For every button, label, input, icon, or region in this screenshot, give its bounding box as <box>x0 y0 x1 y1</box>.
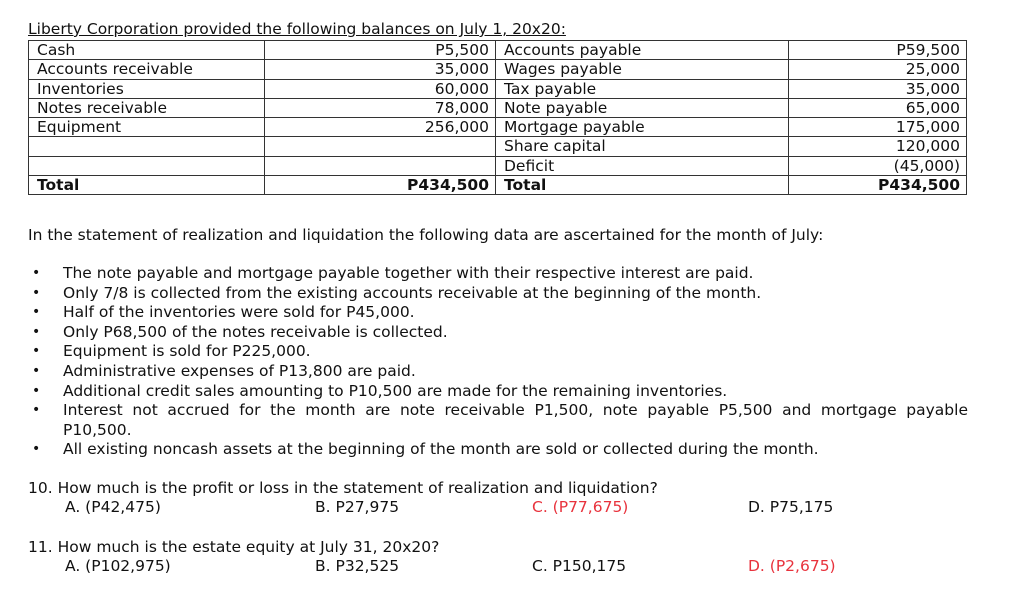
q10-option-d: D. P75,175 <box>748 498 834 516</box>
list-item-text: The note payable and mortgage payable together with their respective interest are paid. <box>63 264 754 282</box>
list-item <box>28 323 968 343</box>
liability-amount-cell: 65,000 <box>789 98 967 117</box>
q11-option-d: D. (P2,675) <box>748 557 836 575</box>
total-liability-amount-cell: P434,500 <box>789 175 967 194</box>
list-item-text: Administrative expenses of P13,800 are paid. <box>63 361 416 380</box>
liability-amount-cell: 35,000 <box>789 79 967 98</box>
bullet-icon: • <box>32 382 41 399</box>
list-item-text: All existing noncash assets at the beginning of the month are sold or collected during the month. <box>63 440 819 459</box>
bullet-icon: • <box>32 323 41 340</box>
liability-amount-cell: 25,000 <box>789 60 967 79</box>
asset-amount-cell <box>265 137 496 156</box>
q10-option-c: C. (P77,675) <box>532 498 629 516</box>
total-asset-name-cell: Total <box>29 175 265 194</box>
bullet-icon: • <box>32 343 41 360</box>
total-liability-name-cell: Total <box>496 175 789 194</box>
list-item-text: Only P68,500 of the notes receivable is collected. <box>63 322 448 341</box>
bullet-icon: • <box>32 284 41 301</box>
liability-name-cell: Mortgage payable <box>496 118 789 137</box>
list-item-text: Half of the inventories were sold for P45,000. <box>63 303 415 322</box>
list-item <box>28 264 968 284</box>
question-10: 10. How much is the profit or loss in the statement of realization and liquidation? <box>28 479 658 497</box>
bullet-icon: • <box>32 441 41 458</box>
asset-name-cell: Cash <box>29 41 265 60</box>
question-11: 11. How much is the estate equity at July 31, 20x20? <box>28 538 440 556</box>
liability-name-cell: Share capital <box>496 137 789 156</box>
liability-name-cell: Wages payable <box>496 60 789 79</box>
asset-name-cell: Equipment <box>29 118 265 137</box>
liability-amount-cell: 175,000 <box>789 118 967 137</box>
asset-amount-cell: 78,000 <box>265 98 496 117</box>
list-item <box>28 362 968 382</box>
table-row <box>29 79 967 98</box>
facts-list <box>28 264 968 460</box>
bullet-icon: • <box>32 304 41 321</box>
asset-name-cell: Notes receivable <box>29 98 265 117</box>
list-item-text: Only 7/8 is collected from the existing accounts receivable at the beginning of the month. <box>63 283 762 302</box>
table-row <box>29 60 967 79</box>
list-item <box>28 303 968 323</box>
liability-name-cell: Note payable <box>496 98 789 117</box>
total-row <box>29 175 967 194</box>
bullet-icon: • <box>32 402 41 419</box>
document-title: Liberty Corporation provided the following balances on July 1, 20x20: <box>28 20 566 38</box>
liability-amount-cell: (45,000) <box>789 156 967 175</box>
liability-name-cell: Accounts payable <box>496 41 789 60</box>
list-item <box>28 401 968 440</box>
intro-text: In the statement of realization and liquidation the following data are ascertained for the month of July: <box>28 226 824 244</box>
table-row <box>29 98 967 117</box>
q10-option-b: B. P27,975 <box>315 498 400 516</box>
asset-amount-cell: P5,500 <box>265 41 496 60</box>
asset-amount-cell: 35,000 <box>265 60 496 79</box>
asset-name-cell: Accounts receivable <box>29 60 265 79</box>
asset-name-cell <box>29 156 265 175</box>
q11-option-b: B. P32,525 <box>315 557 400 575</box>
q11-option-c: C. P150,175 <box>532 557 627 575</box>
asset-amount-cell <box>265 156 496 175</box>
liability-amount-cell: 120,000 <box>789 137 967 156</box>
asset-name-cell: Inventories <box>29 79 265 98</box>
asset-amount-cell: 60,000 <box>265 79 496 98</box>
list-item-text: Equipment is sold for P225,000. <box>63 342 311 361</box>
list-item-text: Interest not accrued for the month are note receivable P1,500, note payable P5,500 and mortgage payable P10,500. <box>63 401 968 439</box>
list-item-text: Additional credit sales amounting to P10,500 are made for the remaining inventories. <box>63 381 728 400</box>
list-item <box>28 440 968 460</box>
liability-amount-cell: P59,500 <box>789 41 967 60</box>
asset-amount-cell: 256,000 <box>265 118 496 137</box>
list-item <box>28 284 968 304</box>
list-item <box>28 342 968 362</box>
q10-option-a: A. (P42,475) <box>65 498 161 516</box>
liability-name-cell: Deficit <box>496 156 789 175</box>
total-asset-amount-cell: P434,500 <box>265 175 496 194</box>
table-row <box>29 41 967 60</box>
bullet-icon: • <box>32 362 41 379</box>
balance-table <box>28 40 967 195</box>
bullet-icon: • <box>32 265 41 281</box>
q11-option-a: A. (P102,975) <box>65 557 171 575</box>
liability-name-cell: Tax payable <box>496 79 789 98</box>
table-row <box>29 137 967 156</box>
asset-name-cell <box>29 137 265 156</box>
table-row <box>29 118 967 137</box>
table-row <box>29 156 967 175</box>
list-item <box>28 382 968 402</box>
